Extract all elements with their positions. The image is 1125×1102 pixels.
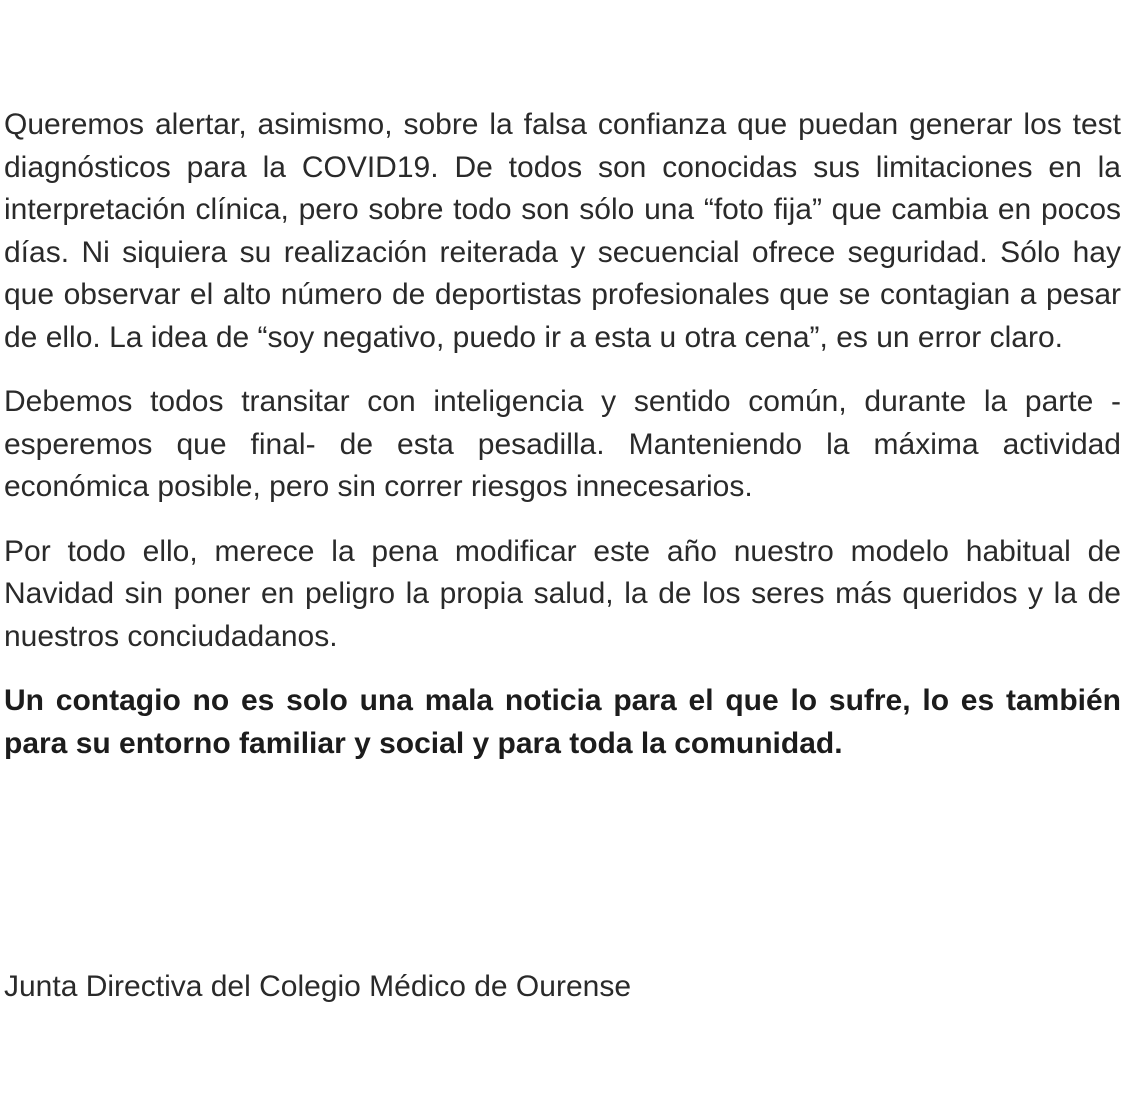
paragraph-common-sense: Debemos todos transitar con inteligencia y sentido común, durante la parte -esperemos que final- de esta pesadilla. Manteniendo la máxima actividad económica posible, pero sin correr riesgos innecesarios. <box>4 385 1121 503</box>
signature: Junta Directiva del Colegio Médico de Ourense <box>4 970 631 1003</box>
paragraph-christmas: Por todo ello, merece la pena modificar este año nuestro modelo habitual de Navidad sin poner en peligro la propia salud, la de los seres más queridos y la de nuestros conciudadanos. <box>4 534 1121 653</box>
document-body <box>4 104 1121 765</box>
paragraph-contagion-warning: Un contagio no es solo una mala noticia para el que lo sufre, lo es también para su entorno familiar y social y para toda la comunidad. <box>4 684 1121 760</box>
paragraph-covid-tests: Queremos alertar, asimismo, sobre la falsa confianza que puedan generar los test diagnósticos para la COVID19. De todos son conocidas sus limitaciones en la interpretación clínica, pero sobre todo son sólo una “foto fija” que cambia en pocos días. Ni siquiera su realización reiterada y secuencial ofrece seguridad. Sólo hay que observar el alto número de deportistas profesionales que se contagian a pesar de ello. La idea de “soy negativo, puedo ir a esta u otra cena”, es un error claro. <box>4 108 1121 354</box>
